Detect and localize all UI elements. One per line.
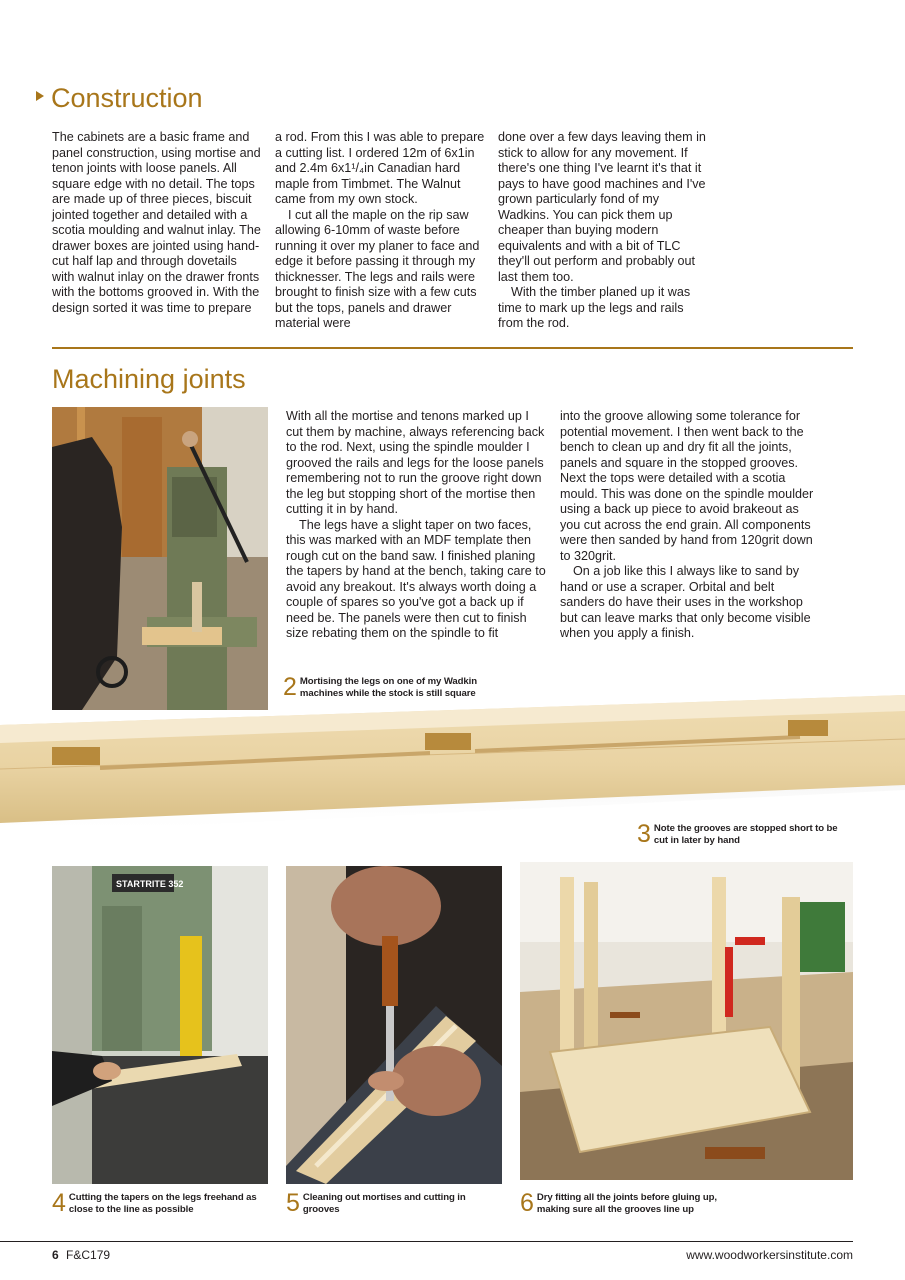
- caption-3: [637, 820, 852, 848]
- construction-heading: Construction: [51, 83, 203, 113]
- caption-number: 2: [283, 673, 297, 701]
- caption-number: 3: [637, 820, 651, 848]
- footer-rule: [0, 1241, 853, 1242]
- triangle-arrow-icon: [36, 91, 44, 101]
- grooved-board-illustration: [0, 695, 905, 840]
- mortiser-illustration: [52, 407, 268, 710]
- photo-mortiser: [52, 407, 268, 710]
- paragraph: I cut all the maple on the rip saw allowing 6-10mm of waste before running it over my planer to face and edge it before passing it through my thicknesser. The legs and rails were brought to finish size with a few cuts but the tops, panels and drawer material were: [275, 207, 480, 330]
- paragraph: The legs have a slight taper on two faces, this was marked with an MDF template then rough cut on the band saw. I finished planing the tapers by hand at the bench, taking care to avoid any breakout. It's always worth doing a couple of spares so you've got a back up if need be. The panels were then cut to finish size rebating them on the spindle to fit: [286, 517, 546, 640]
- photo-bandsaw: [52, 866, 268, 1184]
- photo-dry-fit: [520, 862, 853, 1180]
- footer-left: [52, 1248, 110, 1262]
- photo-grooved-board: [0, 695, 905, 840]
- paragraph: With the timber planed up it was time to mark up the legs and rails from the rod.: [498, 285, 691, 330]
- caption-number: 4: [52, 1189, 66, 1217]
- caption-6: [520, 1189, 735, 1217]
- caption-text: Note the grooves are stopped short to be cut in later by hand: [653, 823, 838, 846]
- machining-column-2: [560, 409, 822, 642]
- caption-text: Cleaning out mortises and cutting in grooves: [302, 1192, 466, 1215]
- caption-number: 6: [520, 1189, 534, 1217]
- construction-column-1: [52, 130, 262, 316]
- caption-5: [286, 1189, 486, 1217]
- bandsaw-illustration: [52, 866, 268, 1184]
- paragraph: a rod. From this I was able to prepare a cutting list. I ordered 12m of 6x1in and 2.4m 6x1¹/₄in Canadian hard maple from Timbmet. The Walnut came from my own stock.: [275, 130, 485, 206]
- caption-text: Mortising the legs on one of my Wadkin machines while the stock is still square: [299, 676, 477, 699]
- footer-website: www.woodworkersinstitute.com: [686, 1248, 853, 1262]
- construction-heading-row: [36, 85, 203, 112]
- construction-column-2: [275, 130, 485, 332]
- issue-label: F&C179: [66, 1248, 111, 1262]
- paragraph: With all the mortise and tenons marked up I cut them by machine, always referencing back to the rod. Next, using the spindle moulder I grooved the rails and legs for the loose panels remembering not to run the groove right down the leg but stopping short of the mortise then cutting it in by hand.: [286, 409, 545, 516]
- paragraph: The cabinets are a basic frame and panel construction, using mortise and tenon joints with loose panels. All square edge with no detail. The tops are made up of three pieces, biscuit jointed together and detailed with a scotia moulding and walnut inlay. The drawer boxes are jointed using hand-cut half lap and through dovetails with walnut inlay on the drawer fronts with the bottoms grooved in. With the design sorted it was time to prepare: [52, 130, 261, 315]
- photo-chisel: [286, 866, 502, 1184]
- section-divider: [52, 347, 853, 349]
- construction-column-3: [498, 130, 708, 332]
- caption-text: Cutting the tapers on the legs freehand as close to the line as possible: [68, 1192, 257, 1215]
- caption-4: [52, 1189, 272, 1217]
- paragraph: done over a few days leaving them in stick to allow for any movement. If there's one thing I've learnt it's that it pays to have good machines and I've grown particularly fond of my Wadkins. You can pick them up cheaper than buying modern equivalents and with a bit of TLC they'll out perform and probably out last them too.: [498, 130, 706, 284]
- page-number: 6: [52, 1248, 59, 1262]
- bandsaw-brand-label: STARTRITE 352: [116, 879, 184, 889]
- machining-column-1: [286, 409, 548, 642]
- caption-number: 5: [286, 1189, 300, 1217]
- paragraph: On a job like this I always like to sand by hand or use a scraper. Orbital and belt sanders do have their uses in the workshop but can leave marks that only become visible when you apply a finish.: [560, 564, 811, 640]
- paragraph: into the groove allowing some tolerance for potential movement. I then went back to the bench to clean up and dry fit all the joints, panels and square in the stopped grooves. Next the tops were detailed with a scotia mould. This was done on the spindle moulder using a back up piece to avoid brakeout as you cut across the end grain. All components were then sanded by hand from 120grit down to 320grit.: [560, 409, 814, 563]
- machining-heading: Machining joints: [52, 364, 246, 394]
- chisel-illustration: [286, 866, 502, 1184]
- dry-fit-illustration: [520, 862, 853, 1180]
- caption-text: Dry fitting all the joints before gluing up, making sure all the grooves line up: [536, 1192, 717, 1215]
